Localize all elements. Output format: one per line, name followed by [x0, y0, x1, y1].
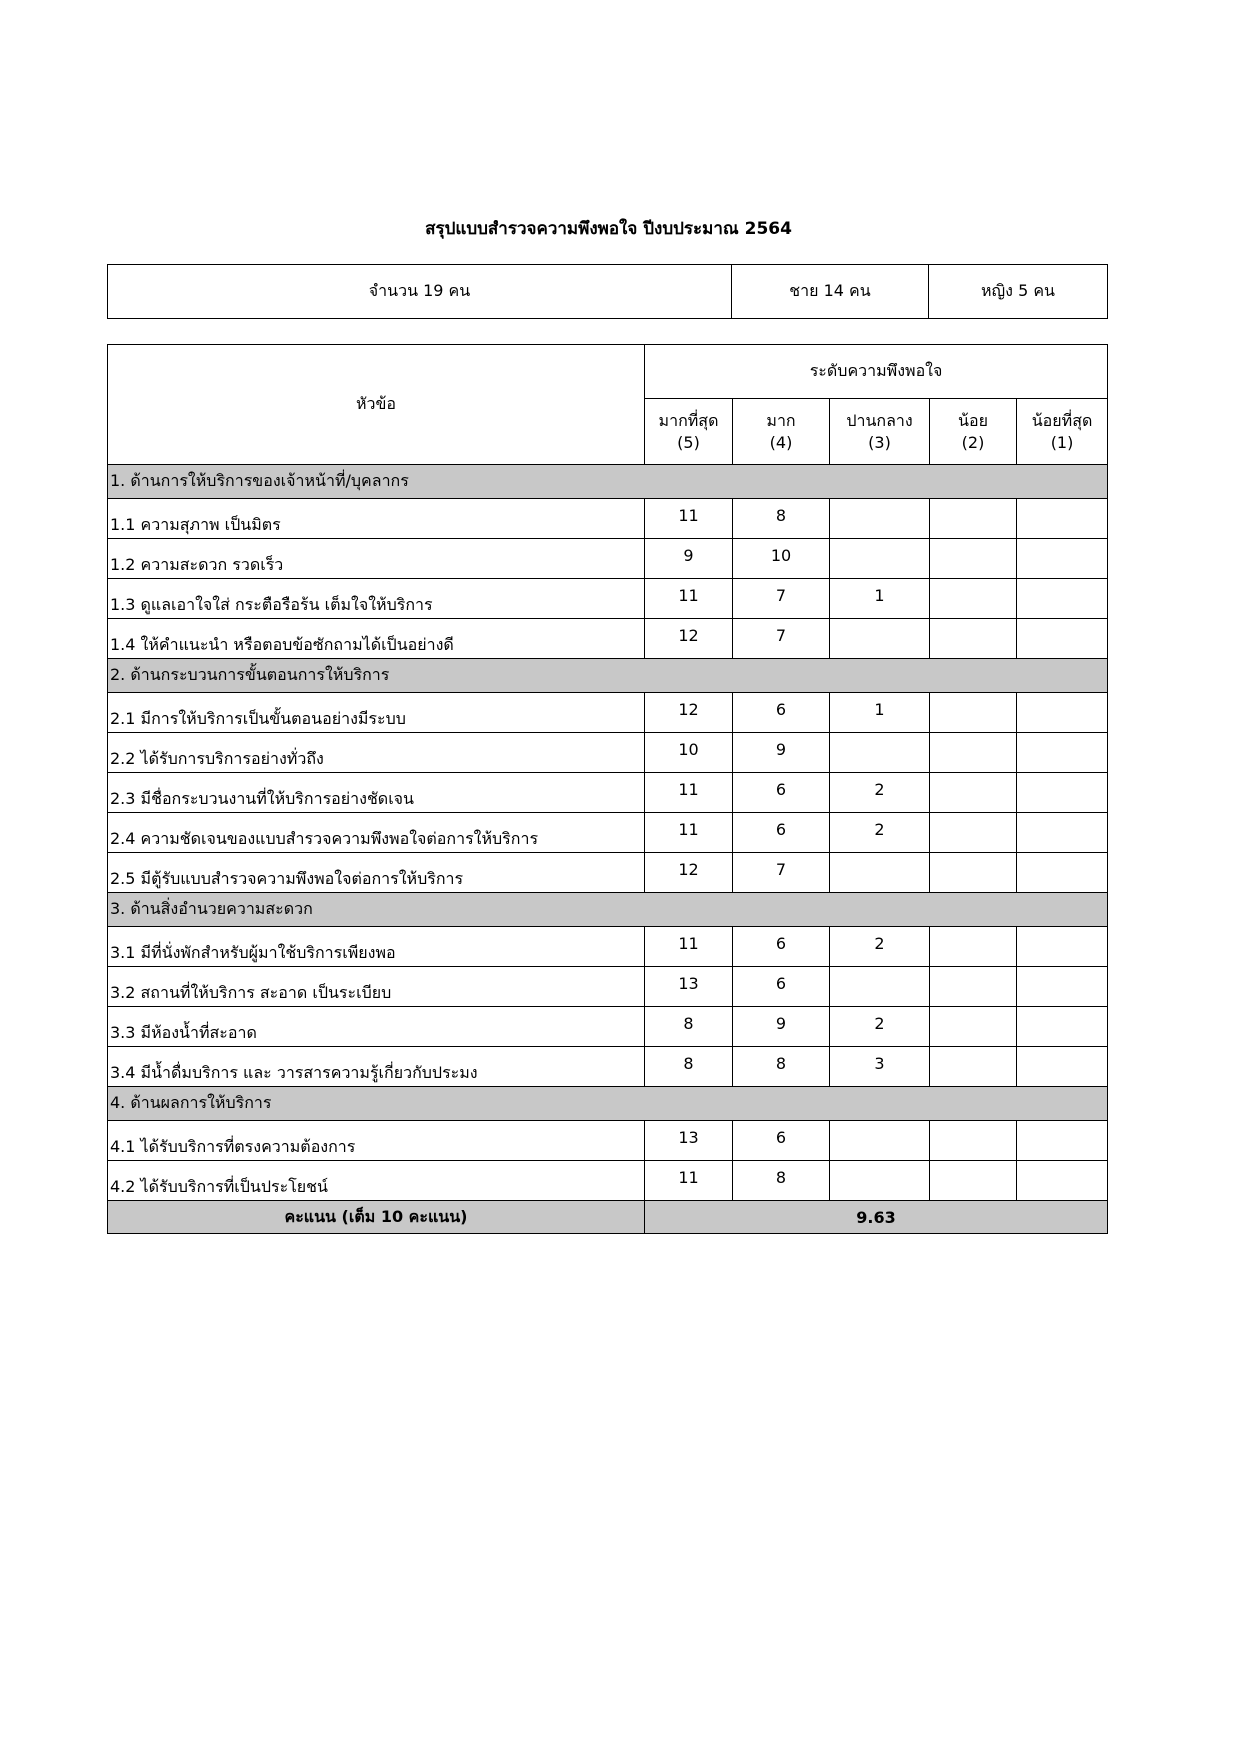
level-label: มาก	[766, 410, 796, 430]
section-row	[108, 893, 1108, 927]
count-level-3	[830, 853, 930, 893]
count-level-2	[930, 539, 1017, 579]
table-row	[108, 927, 1108, 967]
count-level-3	[830, 539, 930, 579]
topic-header: หัวข้อ	[108, 345, 645, 465]
count-level-2	[930, 1007, 1017, 1047]
level-score: (2)	[961, 432, 985, 452]
count-level-1	[1017, 927, 1108, 967]
level-header-2	[930, 399, 1017, 465]
count-level-3: 2	[830, 813, 930, 853]
count-level-4: 7	[733, 619, 830, 659]
count-level-5: 11	[645, 927, 733, 967]
count-level-4: 7	[733, 853, 830, 893]
count-level-1	[1017, 539, 1108, 579]
count-level-3: 2	[830, 773, 930, 813]
count-level-1	[1017, 1047, 1108, 1087]
count-level-1	[1017, 1007, 1108, 1047]
count-level-3	[830, 1161, 930, 1201]
count-level-2	[930, 853, 1017, 893]
score-value: 9.63	[645, 1201, 1108, 1234]
total-respondents: จำนวน 19 คน	[108, 265, 732, 319]
section-row	[108, 465, 1108, 499]
question-text: 2.4 ความชัดเจนของแบบสำรวจความพึงพอใจต่อการให้บริการ	[108, 813, 645, 853]
table-row	[108, 1121, 1108, 1161]
count-level-5: 11	[645, 1161, 733, 1201]
question-text: 3.3 มีห้องน้ำที่สะอาด	[108, 1007, 645, 1047]
count-level-3	[830, 1121, 930, 1161]
count-level-4: 6	[733, 693, 830, 733]
question-text: 3.4 มีน้ำดื่มบริการ และ วารสารความรู้เกี่ยวกับประมง	[108, 1047, 645, 1087]
count-level-4: 6	[733, 1121, 830, 1161]
female-respondents: หญิง 5 คน	[929, 265, 1108, 319]
level-score: (3)	[868, 432, 891, 452]
count-level-4: 8	[733, 499, 830, 539]
count-level-4: 8	[733, 1161, 830, 1201]
score-row	[108, 1201, 1108, 1234]
count-level-1	[1017, 733, 1108, 773]
count-level-1	[1017, 1161, 1108, 1201]
count-level-2	[930, 579, 1017, 619]
count-level-5: 11	[645, 499, 733, 539]
count-level-5: 13	[645, 967, 733, 1007]
table-row	[108, 967, 1108, 1007]
page-title: สรุปแบบสำรวจความพึงพอใจ ปีงบประมาณ 2564	[425, 219, 792, 239]
level-label: ปานกลาง	[846, 410, 913, 430]
count-level-1	[1017, 619, 1108, 659]
level-score: (4)	[769, 432, 793, 452]
count-level-1	[1017, 499, 1108, 539]
count-level-5: 12	[645, 619, 733, 659]
table-row	[108, 853, 1108, 893]
count-level-1	[1017, 773, 1108, 813]
question-text: 3.1 มีที่นั่งพักสำหรับผู้มาใช้บริการเพียงพอ	[108, 927, 645, 967]
question-text: 2.3 มีชื่อกระบวนงานที่ให้บริการอย่างชัดเจน	[108, 773, 645, 813]
count-level-1	[1017, 967, 1108, 1007]
count-level-1	[1017, 1121, 1108, 1161]
level-header-5	[645, 399, 733, 465]
count-level-5: 9	[645, 539, 733, 579]
count-level-4: 7	[733, 579, 830, 619]
question-text: 1.1 ความสุภาพ เป็นมิตร	[108, 499, 645, 539]
question-text: 3.2 สถานที่ให้บริการ สะอาด เป็นระเบียบ	[108, 967, 645, 1007]
question-text: 2.5 มีตู้รับแบบสำรวจความพึงพอใจต่อการให้บริการ	[108, 853, 645, 893]
question-text: 2.2 ได้รับการบริการอย่างทั่วถึง	[108, 733, 645, 773]
score-label: คะแนน (เต็ม 10 คะแนน)	[108, 1201, 645, 1234]
section-title: 4. ด้านผลการให้บริการ	[108, 1087, 1108, 1121]
question-text: 2.1 มีการให้บริการเป็นขั้นตอนอย่างมีระบบ	[108, 693, 645, 733]
male-respondents: ชาย 14 คน	[732, 265, 929, 319]
count-level-1	[1017, 579, 1108, 619]
table-row	[108, 1007, 1108, 1047]
question-text: 1.4 ให้คำแนะนำ หรือตอบข้อซักถามได้เป็นอย่างดี	[108, 619, 645, 659]
count-level-3	[830, 499, 930, 539]
section-row	[108, 1087, 1108, 1121]
table-row	[108, 1047, 1108, 1087]
level-header-4	[733, 399, 830, 465]
count-level-4: 10	[733, 539, 830, 579]
level-label: น้อย	[958, 410, 988, 430]
table-header-row	[108, 345, 1108, 399]
count-level-3: 2	[830, 927, 930, 967]
count-level-1	[1017, 853, 1108, 893]
question-text: 4.2 ได้รับบริการที่เป็นประโยชน์	[108, 1161, 645, 1201]
question-text: 1.2 ความสะดวก รวดเร็ว	[108, 539, 645, 579]
respondent-summary-table	[107, 264, 1108, 319]
count-level-5: 13	[645, 1121, 733, 1161]
level-label: น้อยที่สุด	[1031, 410, 1093, 430]
section-row	[108, 659, 1108, 693]
count-level-3: 1	[830, 693, 930, 733]
count-level-1	[1017, 693, 1108, 733]
table-row	[108, 499, 1108, 539]
count-level-3: 2	[830, 1007, 930, 1047]
section-title: 3. ด้านสิ่งอำนวยความสะดวก	[108, 893, 1108, 927]
count-level-5: 11	[645, 773, 733, 813]
level-header-3	[830, 399, 930, 465]
count-level-2	[930, 1161, 1017, 1201]
table-row	[108, 733, 1108, 773]
satisfaction-table	[107, 344, 1108, 1234]
respondent-summary-row	[108, 265, 1108, 319]
level-label: มากที่สุด	[658, 410, 719, 430]
table-row	[108, 693, 1108, 733]
count-level-2	[930, 967, 1017, 1007]
count-level-4: 8	[733, 1047, 830, 1087]
count-level-4: 6	[733, 967, 830, 1007]
count-level-2	[930, 1121, 1017, 1161]
count-level-2	[930, 693, 1017, 733]
question-text: 1.3 ดูแลเอาใจใส่ กระตือรือร้น เต็มใจให้บริการ	[108, 579, 645, 619]
level-header-1	[1017, 399, 1108, 465]
count-level-4: 6	[733, 773, 830, 813]
count-level-3	[830, 967, 930, 1007]
count-level-1	[1017, 813, 1108, 853]
count-level-3: 1	[830, 579, 930, 619]
table-row	[108, 1161, 1108, 1201]
count-level-5: 11	[645, 813, 733, 853]
count-level-4: 6	[733, 813, 830, 853]
count-level-2	[930, 927, 1017, 967]
count-level-4: 6	[733, 927, 830, 967]
satisfaction-level-header: ระดับความพึงพอใจ	[645, 345, 1108, 399]
count-level-3	[830, 733, 930, 773]
count-level-5: 10	[645, 733, 733, 773]
section-title: 2. ด้านกระบวนการขั้นตอนการให้บริการ	[108, 659, 1108, 693]
table-row	[108, 773, 1108, 813]
section-title: 1. ด้านการให้บริการของเจ้าหน้าที่/บุคลากร	[108, 465, 1108, 499]
survey-body	[108, 465, 1108, 1234]
count-level-2	[930, 619, 1017, 659]
count-level-2	[930, 1047, 1017, 1087]
table-row	[108, 539, 1108, 579]
count-level-3	[830, 619, 930, 659]
question-text: 4.1 ได้รับบริการที่ตรงความต้องการ	[108, 1121, 645, 1161]
count-level-5: 8	[645, 1047, 733, 1087]
table-row	[108, 813, 1108, 853]
level-score: (5)	[677, 432, 700, 452]
count-level-5: 8	[645, 1007, 733, 1047]
count-level-5: 12	[645, 853, 733, 893]
count-level-5: 12	[645, 693, 733, 733]
level-score: (1)	[1050, 432, 1074, 452]
count-level-2	[930, 733, 1017, 773]
count-level-4: 9	[733, 1007, 830, 1047]
count-level-2	[930, 813, 1017, 853]
table-row	[108, 619, 1108, 659]
table-row	[108, 579, 1108, 619]
count-level-2	[930, 499, 1017, 539]
count-level-2	[930, 773, 1017, 813]
count-level-3: 3	[830, 1047, 930, 1087]
count-level-4: 9	[733, 733, 830, 773]
count-level-5: 11	[645, 579, 733, 619]
